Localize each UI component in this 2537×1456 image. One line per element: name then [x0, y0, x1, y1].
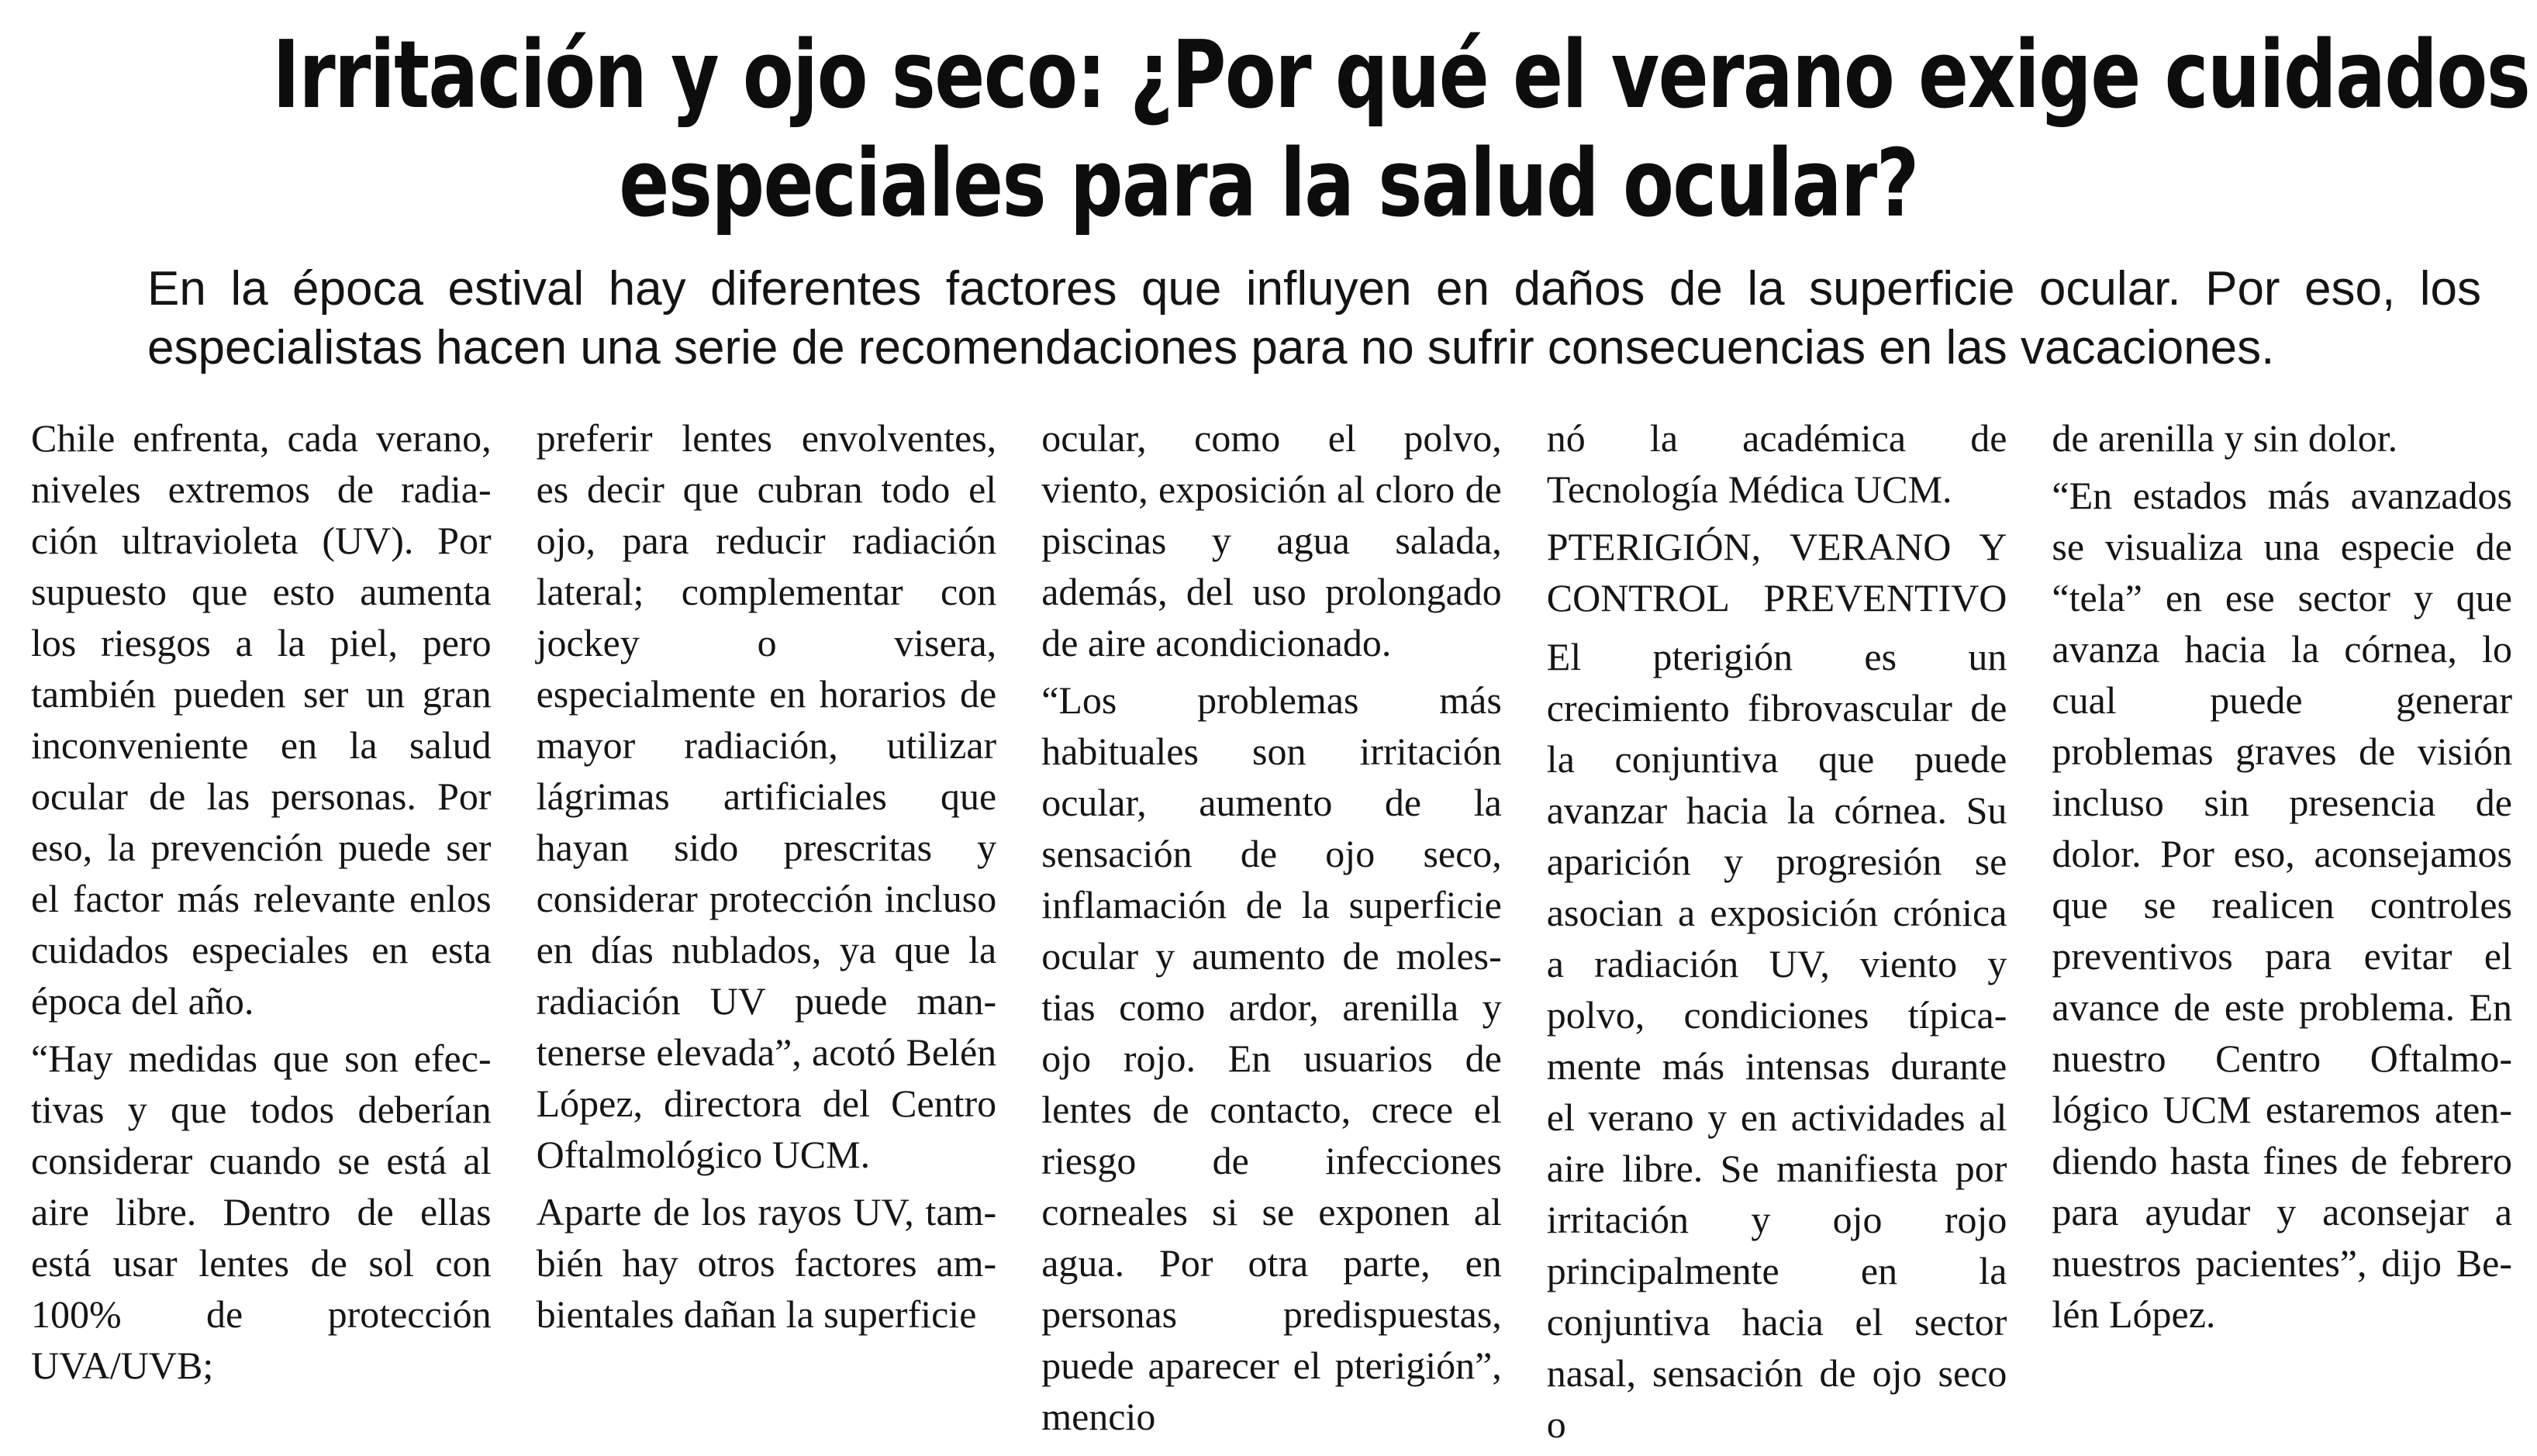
paragraph: El pterigión es un crecimiento fibrovascular de la conjuntiva que puede avanzar hacia la córnea. Su aparición y progresión se asocian a exposición crónica a radiación UV, viento y polvo, condiciones típicamente más intensas durante el verano y en actividades al aire libre. Se manifiesta por irritación y ojo rojo principalmente en la conjuntiva hacia el sector nasal, sensación de ojo seco o [1546, 635, 2007, 1446]
paragraph: de arenilla y sin dolor. [2052, 416, 2398, 460]
paragraph: ocular, como el polvo, viento, exposición al cloro de piscinas y agua salada, además, del uso prolongado de aire acondicionado. [1041, 416, 1502, 664]
paragraph: “Los problemas más habituales son irritación ocular, aumento de la sensación de ojo seco, inflamación de la superficie ocular y aumento de molestias como ardor, arenilla y ojo rojo. En usuarios de lentes de contacto, crece el riesgo de infecciones corneales si se exponen al agua. Por otra parte, en personas predispuestas, puede aparecer el pterigión”, mencio [1041, 678, 1502, 1438]
article-body [31, 412, 2512, 1446]
column-4 [1547, 412, 2007, 1456]
paragraph: “Hay medidas que son efectivas y que todos deberían considerar cuando se está al aire libre. Dentro de ellas está usar lentes de sol con 100% de protección UVA/UVB; [31, 1037, 492, 1387]
column-3 [1041, 412, 1502, 1456]
dek: En la época estival hay diferentes factores que influyen en daños de la superficie ocular. Por eso, los especialistas hacen una serie de recomendaciones para no sufrir consecuencias en las vacaciones. [147, 262, 2481, 374]
paragraph: nó la académica de Tecnología Médica UCM. [1546, 416, 2007, 511]
section-subhead: PTERIGIÓN, VERANO Y CONTROL PREVENTIVO [1546, 525, 2007, 619]
paragraph: Chile enfrenta, cada verano, niveles extremos de radiación ultravioleta (UV). Por supuesto que esto aumenta los riesgos a la piel, pero también pueden ser un gran inconveniente en la salud ocular de las personas. Por eso, la prevención puede ser el factor más relevante enlos cuidados especiales en esta época del año. [31, 416, 492, 1023]
headline-line-1: Irritación y ojo seco: ¿Por qué el verano exige cuidados [272, 22, 2530, 129]
column-1 [31, 412, 492, 1456]
paragraph: “En estados más avanzados se visualiza una especie de “tela” en ese sector y que avanza hacia la córnea, lo cual puede generar problemas graves de visión incluso sin presencia de dolor. Por eso, aconsejamos que se realicen controles preventivos para evitar el avance de este problema. En nuestro Centro Oftalmológico UCM estaremos atendiendo hasta fines de febrero para ayudar y aconsejar a nuestros pacientes”, dijo Belén López. [2052, 474, 2512, 1336]
column-5 [2052, 412, 2512, 1456]
column-2 [537, 412, 997, 1456]
paragraph: preferir lentes envolventes, es decir que cubran todo el ojo, para reducir radiación lateral; complementar con jockey o visera, especialmente en horarios de mayor radiación, utilizar lágrimas artificiales que hayan sido prescritas y considerar protección incluso en días nublados, ya que la radiación UV puede mantenerse elevada”, acotó Belén López, directora del Centro Oftalmológico UCM. [536, 416, 997, 1176]
paragraph: Aparte de los rayos UV, también hay otros factores ambientales dañan la superficie [536, 1190, 997, 1336]
headline-line-2: especiales para la salud ocular? [619, 130, 1918, 238]
headline [272, 22, 2530, 239]
